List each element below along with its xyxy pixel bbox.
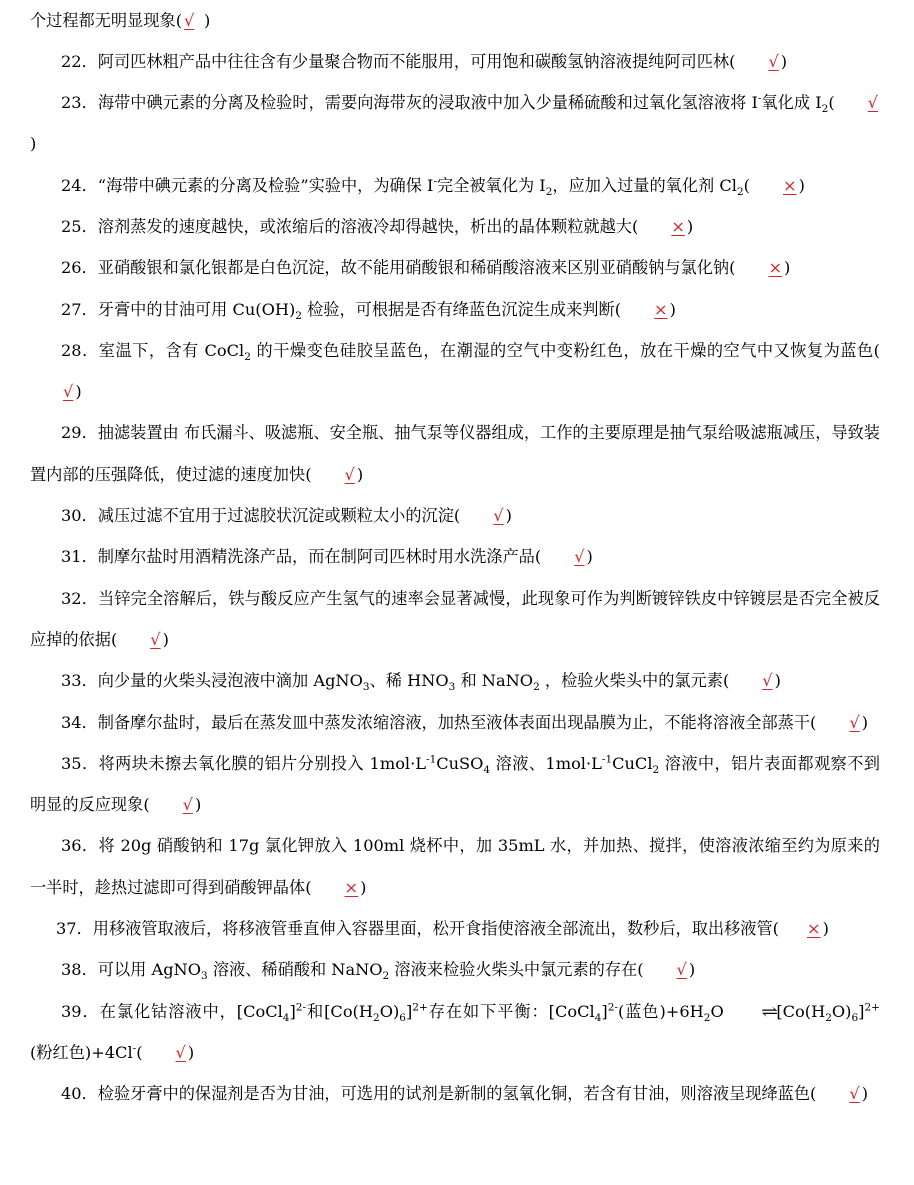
equilibrium-arrow-icon: ⇌ bbox=[760, 1001, 778, 1021]
answer-mark: √ bbox=[182, 795, 193, 815]
answer-mark: √ bbox=[150, 629, 161, 649]
answer-mark: √ bbox=[849, 712, 860, 732]
item-25: 25．溶剂蒸发的速度越快，或浓缩后的溶液冷却得越快，析出的晶体颗粒就越大( × ) bbox=[61, 216, 694, 236]
answer-mark: √ bbox=[762, 671, 773, 691]
item-37: 37．用移液管取液后，将移液管垂直伸入容器里面，松开食指使溶液全部流出，数秒后，取出移液管( × ) bbox=[56, 919, 829, 939]
answer-mark: √ bbox=[344, 464, 355, 484]
answer-mark: × bbox=[807, 919, 821, 939]
answer-mark: × bbox=[654, 299, 668, 319]
item-26: 26．亚硝酸银和氯化银都是白色沉淀，故不能用硝酸银和稀硝酸溶液来区别亚硝酸钠与氯化钠( × ) bbox=[61, 258, 791, 278]
item-35: 35．将两块未擦去氧化膜的铝片分别投入 $1mol\cdot L^{-1}CuSO_4$ 溶液、$1mol\cdot L^{-1}CuCl_2$ 溶液中，铝片表面都观察不到明显的反应现象( √ ) bbox=[30, 753, 880, 815]
answer-mark: √ bbox=[175, 1042, 186, 1062]
item-33: 33．向少量的火柴头浸泡液中滴加 AgNO$_3$、稀 $HNO_3$ 和 NaNO$_2$ ，检验火柴头中的氯元素( √ ) bbox=[61, 671, 781, 694]
item-34: 34．制备摩尔盐时，最后在蒸发皿中蒸发浓缩溶液，加热至液体表面出现晶膜为止，不能将溶液全部蒸干( √ ) bbox=[61, 712, 869, 732]
answer-mark: √ bbox=[493, 506, 504, 526]
item-36: 36．将 20g 硝酸钠和 17g 氯化钾放入 100ml 烧杯中，加 35mL 水，并加热、搅拌，使溶液浓缩至约为原来的一半时，趁热过滤即可得到硝酸钾晶体( × ) bbox=[30, 836, 880, 897]
item-28: 28．室温下，含有 CoCl$_2$ 的干燥变色硅胶呈蓝色，在潮湿的空气中变粉红色，放在干燥的空气中又恢复为蓝色(√ ) bbox=[30, 330, 880, 413]
answer-mark: √ bbox=[574, 547, 585, 567]
answer-mark: √ bbox=[768, 51, 779, 71]
item-27: 27．牙膏中的甘油可用 $Cu(OH)_2$ 检验，可根据是否有绛蓝色沉淀生成来判断( × ) bbox=[61, 299, 676, 322]
item-38: 38．可以用 AgNO$_3$ 溶液、稀硝酸和 NaNO$_2$ 溶液来检验火柴头中氯元素的存在( √ ) bbox=[61, 960, 696, 983]
answer-mark: √ bbox=[849, 1084, 860, 1104]
answer-mark: √ bbox=[867, 93, 878, 113]
answer-mark: × bbox=[782, 175, 797, 195]
item-24: 24．“海带中碘元素的分离及检验”实验中，为确保 I-完全被氧化为 $I_2$，应加入过量的氧化剂 $Cl_2$( × ) bbox=[61, 175, 805, 198]
item-29: 29．抽滤装置由 布氏漏斗、吸滤瓶、安全瓶、抽气泵等仪器组成，工作的主要原理是抽气泵给吸滤瓶减压，导致装置内部的压强降低，使过滤的速度加快( √ ) bbox=[30, 423, 880, 484]
item-22: 22．阿司匹林粗产品中往往含有少量聚合物而不能服用，可用饱和碳酸氢钠溶液提纯阿司匹林( √ ) bbox=[61, 51, 788, 71]
answer-mark: √ bbox=[184, 10, 195, 30]
item-23: 23．海带中碘元素的分离及检验时，需要向海带灰的浸取液中加入少量稀硫酸和过氧化氢溶液将 I-氧化成 $I_2$( √) bbox=[30, 92, 878, 154]
answer-mark: √ bbox=[676, 960, 687, 980]
answer-mark: × bbox=[344, 877, 359, 897]
item-21-tail: 个过程都无明显现象( √ ) bbox=[30, 10, 211, 30]
answer-mark: × bbox=[671, 216, 685, 236]
item-30: 30．减压过滤不宜用于过滤胶状沉淀或颗粒太小的沉淀( √ ) bbox=[61, 506, 512, 526]
answer-mark: × bbox=[768, 258, 783, 278]
item-39: 39．在氯化钴溶液中，[CoCl$_4$]$^{2-}$和$[Co(H_2O)_6]^{2+}$存在如下平衡：[CoCl$_4$]$^{2-}$(蓝色)$+6H_2O$ $\rightleftharpoons[Co(H_2O)_6]^{2+}$(粉红色)+4Cl-( √ ) bbox=[30, 991, 880, 1074]
answer-mark: √ bbox=[63, 382, 74, 402]
item-32: 32．当锌完全溶解后，铁与酸反应产生氢气的速率会显著减慢，此现象可作为判断镀锌铁皮中锌镀层是否完全被反应掉的依据( √ ) bbox=[30, 588, 880, 649]
item-31: 31．制摩尔盐时用酒精洗涤产品，而在制阿司匹林时用水洗涤产品( √ ) bbox=[61, 547, 593, 567]
item-40: 40．检验牙膏中的保湿剂是否为甘油，可选用的试剂是新制的氢氧化铜，若含有甘油，则溶液呈现绛蓝色( √ ) bbox=[61, 1084, 869, 1104]
